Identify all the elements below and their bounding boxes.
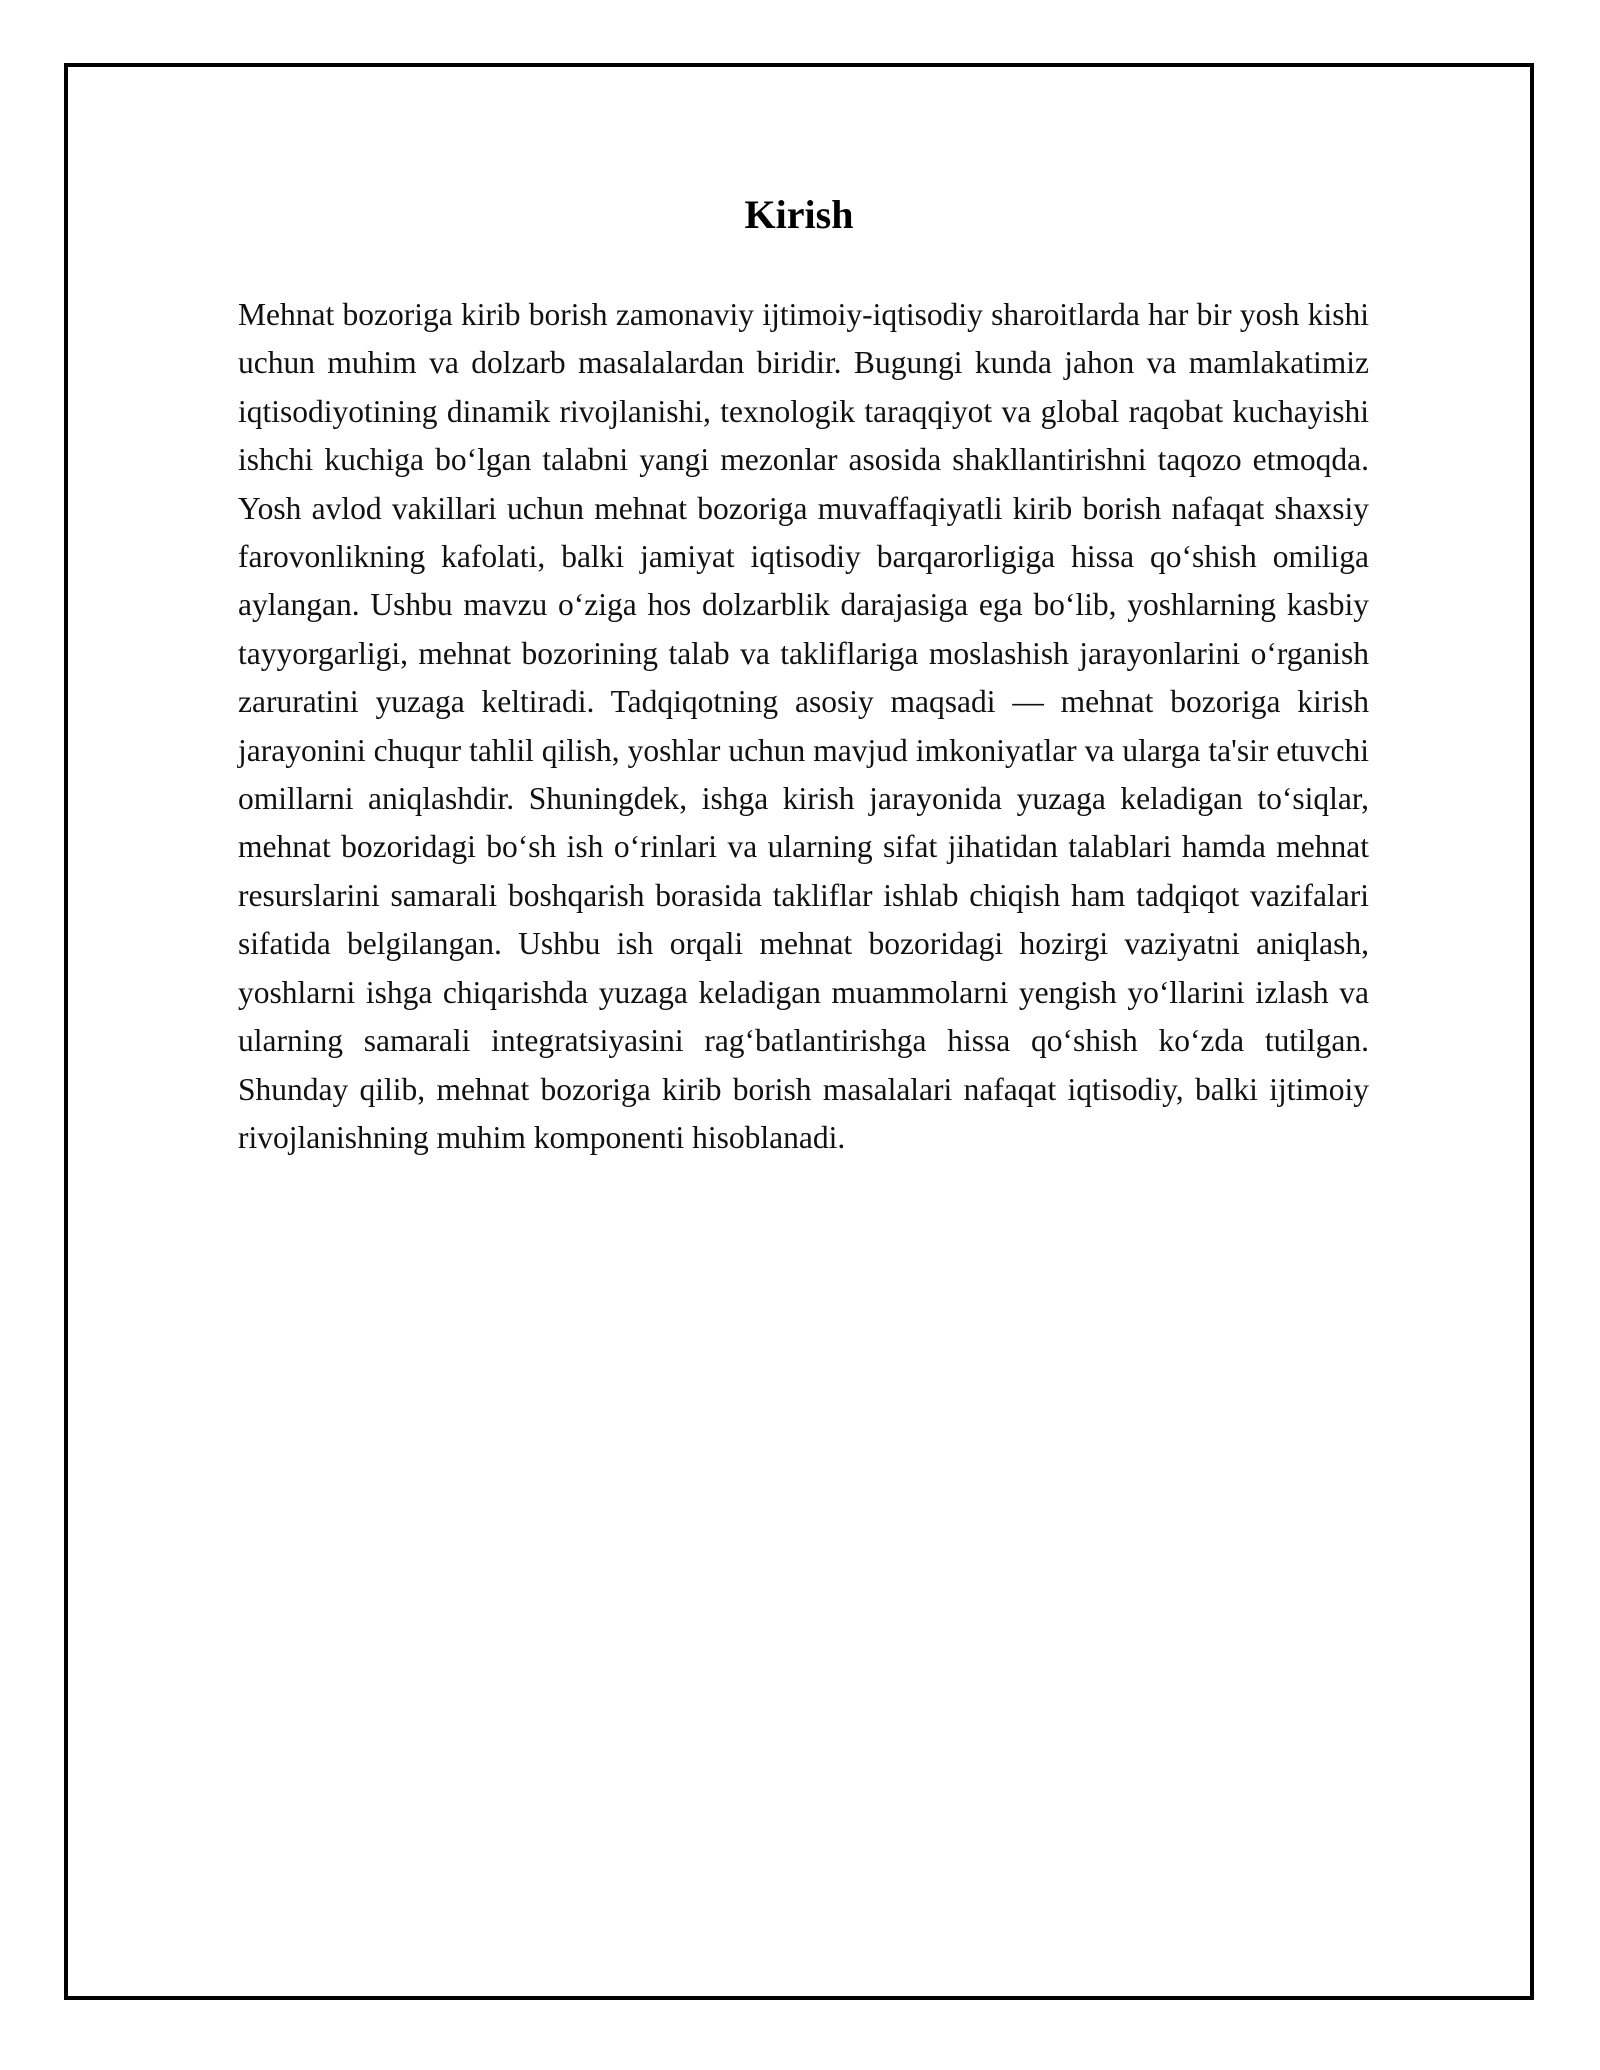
page-border-frame: [64, 63, 1534, 2000]
page-title: Kirish: [744, 192, 854, 237]
body-paragraph: Mehnat bozoriga kirib borish zamonaviy ijtimoiy-iqtisodiy sharoitlarda har bir yosh kishi uchun muhim va dolzarb masalalardan biridir. Bugungi kunda jahon va mamlakatimiz iqtisodiyotining dinamik rivojlanishi, texnologik taraqqiyot va global raqobat kuchayishi ishchi kuchiga bo‘lgan talabni yangi mezonlar asosida shakllantirishni taqozo etmoqda. Yosh avlod vakillari uchun mehnat bozoriga muvaffaqiyatli kirib borish nafaqat shaxsiy farovonlikning kafolati, balki jamiyat iqtisodiy barqarorligiga hissa qo‘shish omiliga aylangan. Ushbu mavzu o‘ziga hos dolzarblik darajasiga ega bo‘lib, yoshlarning kasbiy tayyorgarligi, mehnat bozorining talab va takliflariga moslashish jarayonlarini o‘rganish zaruratini yuzaga keltiradi. Tadqiqotning asosiy maqsadi — mehnat bozoriga kirish jarayonini chuqur tahlil qilish, yoshlar uchun mavjud imkoniyatlar va ularga ta'sir etuvchi omillarni aniqlashdir. Shuningdek, ishga kirish jarayonida yuzaga keladigan to‘siqlar, mehnat bozoridagi bo‘sh ish o‘rinlari va ularning sifat jihatidan talablari hamda mehnat resurslarini samarali boshqarish borasida takliflar ishlab chiqish ham tadqiqot vazifalari sifatida belgilangan. Ushbu ish orqali mehnat bozoridagi hozirgi vaziyatni aniqlash, yoshlarni ishga chiqarishda yuzaga keladigan muammolarni yengish yo‘llarini izlash va ularning samarali integratsiyasini rag‘batlantirishga hissa qo‘shish ko‘zda tutilgan. Shunday qilib, mehnat bozoriga kirib borish masalalari nafaqat iqtisodiy, balki ijtimoiy rivojlanishning muhim komponenti hisoblanadi.: [238, 297, 1369, 1155]
